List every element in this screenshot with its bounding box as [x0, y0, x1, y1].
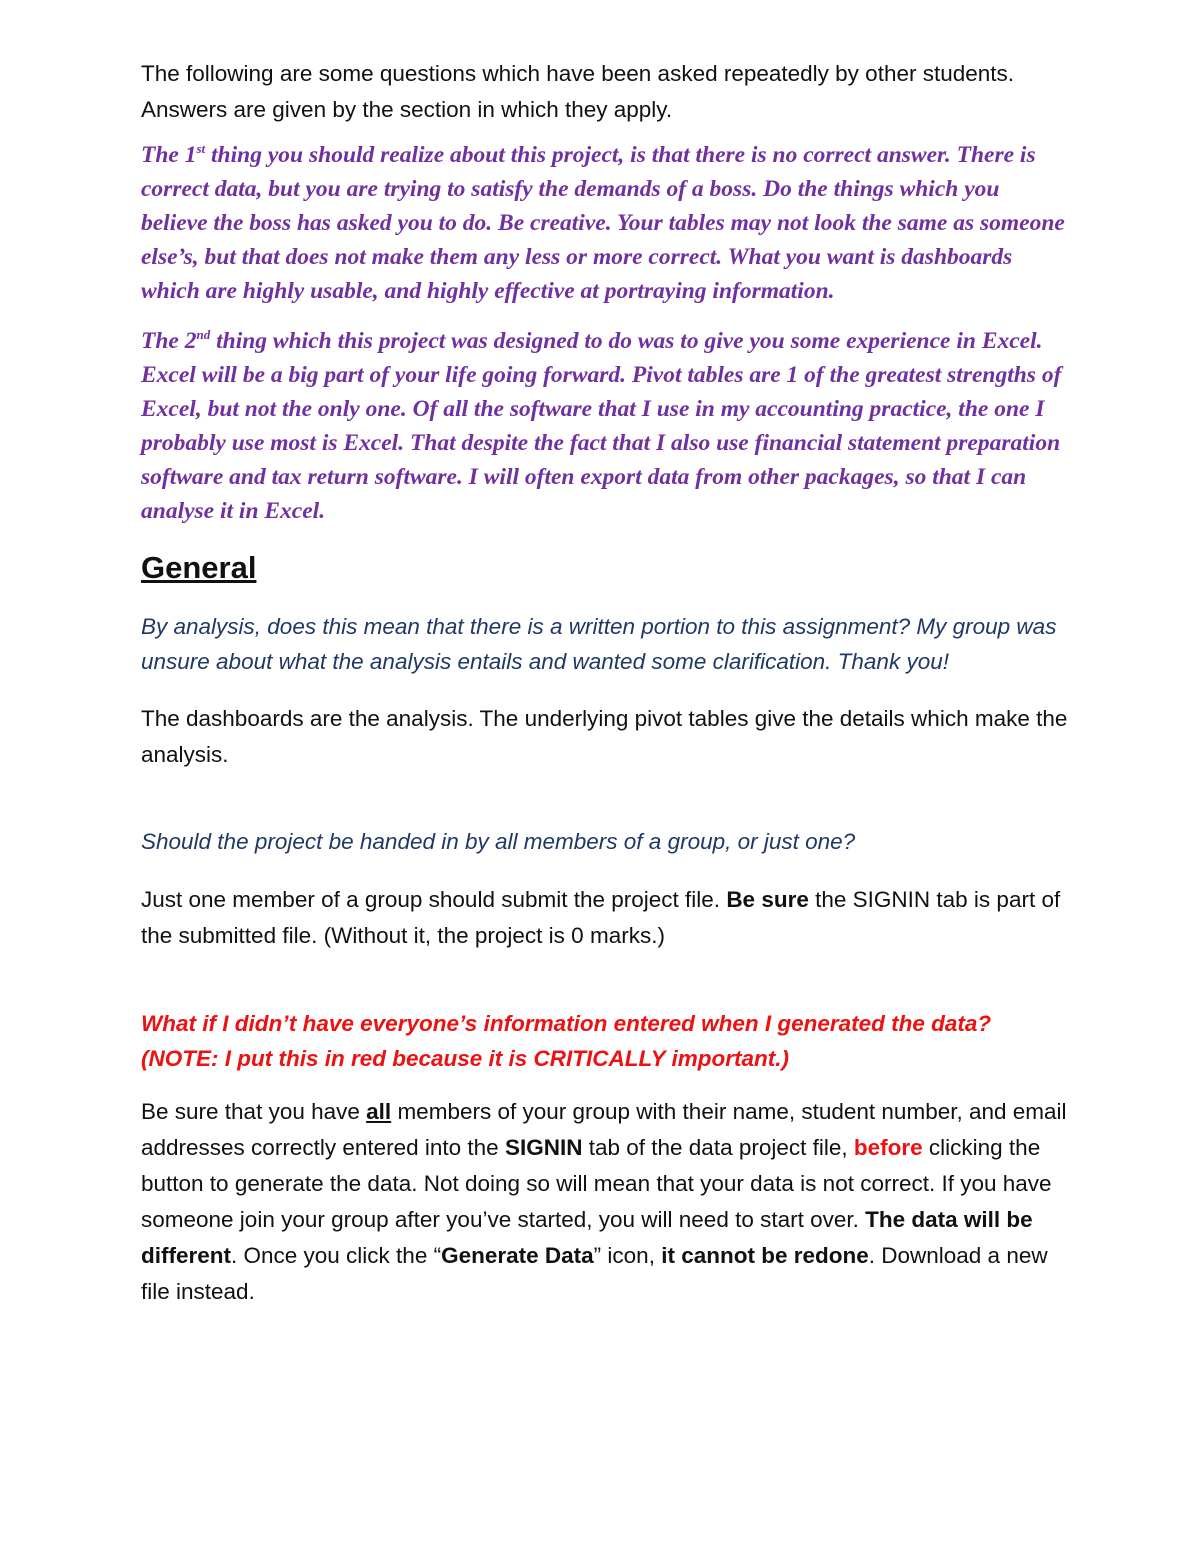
answer-submission-text-2: the SIGNIN tab is part of the submitted file. (Without it, the project is 0 marks.) [141, 886, 1061, 948]
answer-submission-text-1: Just one member of a group should submit the project file. [141, 886, 727, 912]
answer-critical-text-6: ” icon, [593, 1242, 662, 1268]
answer-analysis: The dashboards are the analysis. The underlying pivot tables give the details which make the analysis. [141, 706, 1068, 767]
second-thing-note [141, 324, 1071, 528]
question-submission: Should the project be handed in by all members of a group, or just one? [141, 829, 856, 854]
answer-critical-text-1: Be sure that you have [141, 1098, 367, 1124]
second-thing-superscript: nd [196, 327, 211, 343]
answer-critical-data [141, 1094, 1071, 1310]
answer-critical-all: all [366, 1098, 392, 1124]
answer-critical-generate: Generate Data [441, 1242, 594, 1268]
answer-critical-different: The data will be different [141, 1206, 1033, 1268]
first-thing-superscript: st [196, 141, 206, 157]
answer-critical-text-5: . Once you click the “ [231, 1242, 442, 1268]
section-heading-general: General [141, 550, 257, 585]
second-thing-body: thing which this project was designed to do was to give you some experience in Excel. Excel will be a big part of your life going forward. Pivot tables are 1 of the greatest strengths of Excel, but not the only one. Of all the software that I use in my accounting practice, the one I probably use most is Excel. That despite the fact that I also use financial statement preparation software and tax return software. I will often export data from other packages, so that I can analyse it in Excel. [141, 328, 1062, 524]
question-analysis: By analysis, does this mean that there is a written portion to this assignment? My group was unsure about what the analysis entails and wanted some clarification. Thank you! [141, 614, 1057, 674]
document-page [141, 56, 1071, 1330]
answer-critical-signin: SIGNIN [504, 1134, 583, 1160]
answer-submission-emphasis: Be sure [726, 886, 809, 912]
intro-paragraph: The following are some questions which have been asked repeatedly by other students. Answers are given by the section in which they apply. [141, 61, 1015, 122]
answer-critical-text-7: . Download a new file instead. [141, 1242, 1048, 1304]
answer-critical-text-4: clicking the button to generate the data. Not doing so will mean that your data is not correct. If you have someone join your group after you’ve started, you will need to start over. [141, 1134, 1052, 1232]
first-thing-pre: The 1 [141, 142, 197, 168]
answer-critical-cannot: it cannot be redone [661, 1242, 869, 1268]
first-thing-body: thing you should realize about this project, is that there is no correct answer. There is correct data, but you are trying to satisfy the demands of a boss. Do the things which you believe the boss has asked you to do. Be creative. Your tables may not look the same as someone else’s, but that does not make them any less or more correct. What you want is dashboards which are highly usable, and highly effective at portraying information. [141, 142, 1065, 304]
answer-critical-text-3: tab of the data project file, [582, 1134, 854, 1160]
question-critical-data: What if I didn’t have everyone’s information entered when I generated the data? (NOTE: I put this in red because it is CRITICALLY important.) [141, 1010, 992, 1071]
answer-submission [141, 882, 1071, 954]
first-thing-note [141, 138, 1071, 308]
second-thing-pre: The 2 [141, 328, 197, 354]
answer-critical-before: before [853, 1134, 923, 1160]
answer-critical-text-2: members of your group with their name, student number, and email addresses correctly entered into the [141, 1098, 1067, 1160]
